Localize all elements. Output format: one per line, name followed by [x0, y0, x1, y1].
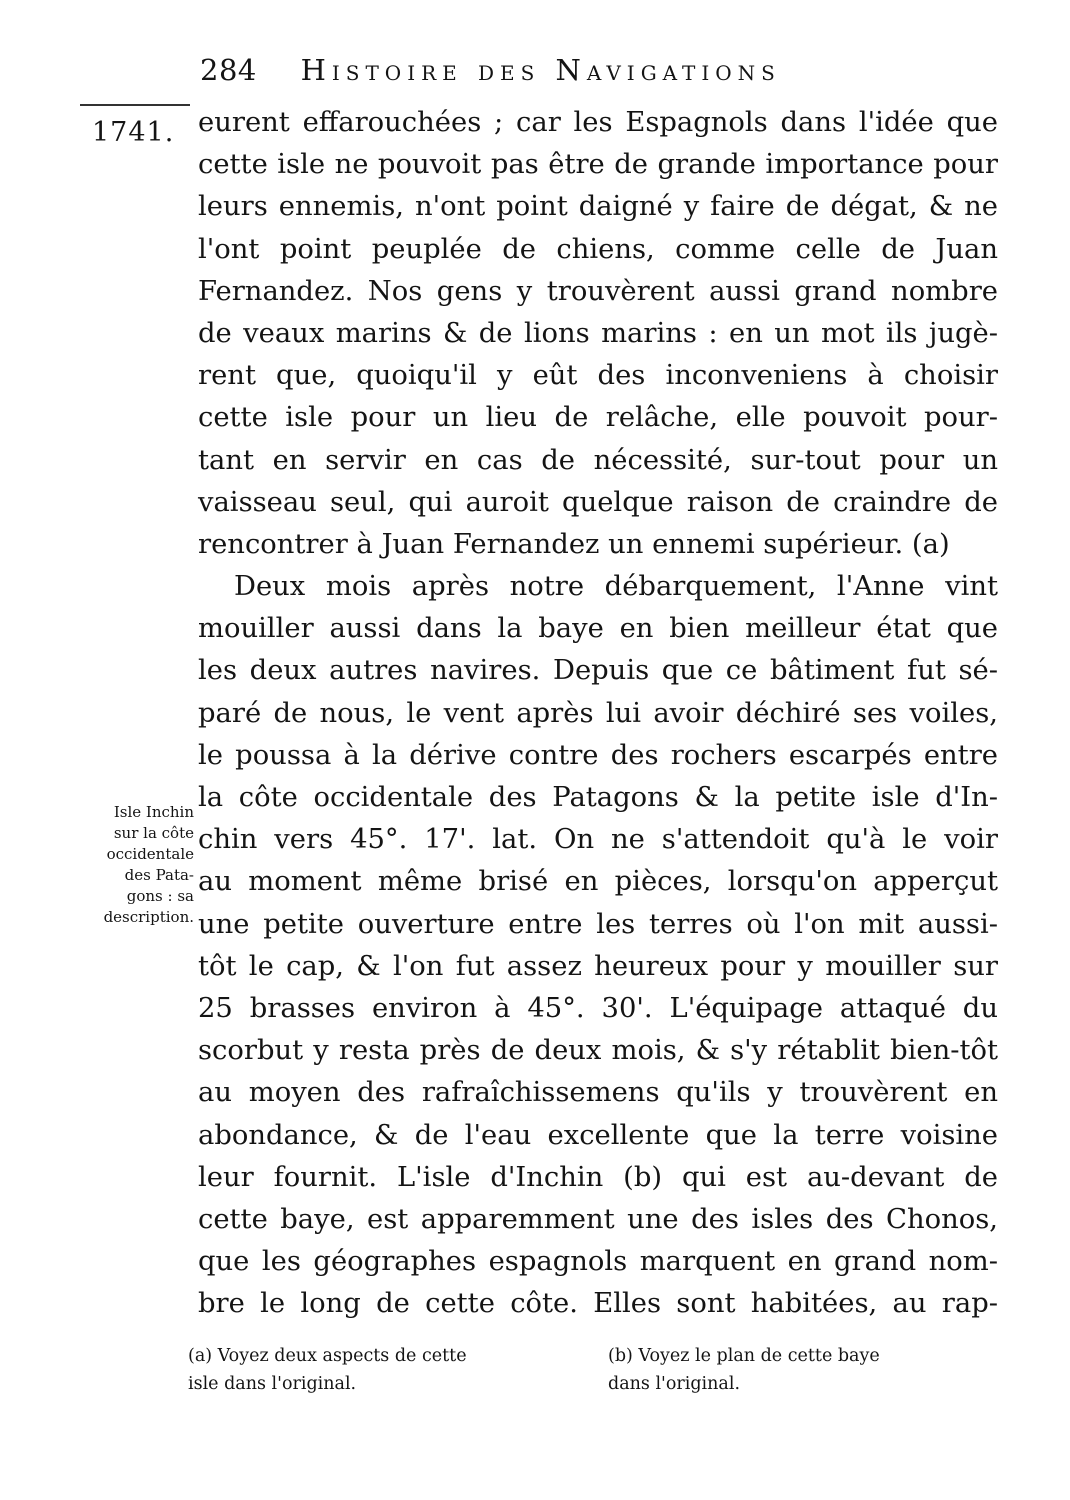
text-line: cette isle ne pouvoit pas être de grande importance pour [198, 149, 998, 181]
text-line: de veaux marins & de lions marins : en un mot ils jugè- [198, 317, 998, 349]
text-line: scorbut y resta près de deux mois, & s'y rétablit bien-tôt [198, 1035, 998, 1067]
text-line: Fernandez. Nos gens y trouvèrent aussi grand nombre [198, 275, 998, 307]
margin-note-line: sur la côte [113, 824, 194, 842]
text-line: tant en servir en cas de nécessité, sur-tout pour un [198, 444, 998, 476]
text-line: chin vers 45°. 17'. lat. On ne s'attendoit qu'à le voir [198, 824, 998, 856]
margin-rule [80, 104, 190, 106]
text-line: au moyen des rafraîchissemens qu'ils y trouvèrent en [198, 1077, 998, 1109]
text-line: que les géographes espagnols marquent en grand nom- [198, 1246, 998, 1278]
footnote-line: dans l'original. [608, 1374, 741, 1394]
footnote-line: (b) Voyez le plan de cette baye [608, 1346, 880, 1366]
margin-year: 1741. [92, 117, 175, 148]
margin-note [44, 802, 194, 928]
margin-note-line: gons : sa [126, 887, 194, 905]
text-line: tôt le cap, & l'on fut assez heureux pour y mouiller sur [198, 950, 998, 982]
text-line: mouiller aussi dans la baye en bien meilleur état que [198, 613, 998, 645]
running-title: Histoire des Navigations [300, 53, 781, 87]
text-line: paré de nous, le vent après lui avoir déchiré ses voiles, [198, 697, 998, 729]
margin-note-line: des Pata- [124, 866, 194, 884]
text-line: leurs ennemis, n'ont point daigné y faire de dégat, & ne [198, 191, 998, 223]
text-line: eurent effarouchées ; car les Espagnols dans l'idée que [198, 107, 998, 138]
text-line: rencontrer à Juan Fernandez un ennemi supérieur. (a) [198, 528, 950, 560]
text-line: vaisseau seul, qui auroit quelque raison de craindre de [198, 486, 998, 518]
text-line: cette isle pour un lieu de relâche, elle pouvoit pour- [198, 402, 998, 434]
body-text [198, 102, 998, 1325]
text-line: rent que, quoiqu'il y eût des inconveniens à choisir [198, 360, 998, 392]
footnote-a [188, 1342, 588, 1398]
margin-note-line: occidentale [106, 845, 194, 863]
text-line: l'ont point peuplée de chiens, comme celle de Juan [198, 233, 998, 265]
page-number: 284 [200, 53, 257, 87]
footnote-b [608, 1342, 1000, 1398]
footnote-line: isle dans l'original. [188, 1374, 357, 1394]
text-line: cette baye, est apparemment une des isles des Chonos, [198, 1203, 998, 1235]
text-line: la côte occidentale des Patagons & la petite isle d'In- [198, 782, 998, 813]
text-line: les deux autres navires. Depuis que ce bâtiment fut sé- [198, 655, 998, 687]
text-line: 25 brasses environ à 45°. 30'. L'équipage attaqué du [198, 992, 998, 1024]
text-line: au moment même brisé en pièces, lorsqu'on apperçut [198, 866, 998, 898]
margin-note-line: Isle Inchin [113, 803, 194, 821]
footnote-line: (a) Voyez deux aspects de cette [188, 1346, 467, 1366]
margin-note-line: description. [103, 908, 194, 926]
text-line: bre le long de cette côte. Elles sont habitées, au rap- [198, 1288, 998, 1320]
text-line: le poussa à la dérive contre des rochers escarpés entre [198, 739, 998, 771]
text-line: une petite ouverture entre les terres où l'on mit aussi- [198, 908, 998, 940]
text-line: abondance, & de l'eau excellente que la terre voisine [198, 1119, 998, 1151]
text-line: Deux mois après notre débarquement, l'Anne vint [234, 571, 998, 603]
running-head [200, 48, 980, 92]
text-line: leur fournit. L'isle d'Inchin (b) qui est au-devant de [198, 1161, 998, 1193]
